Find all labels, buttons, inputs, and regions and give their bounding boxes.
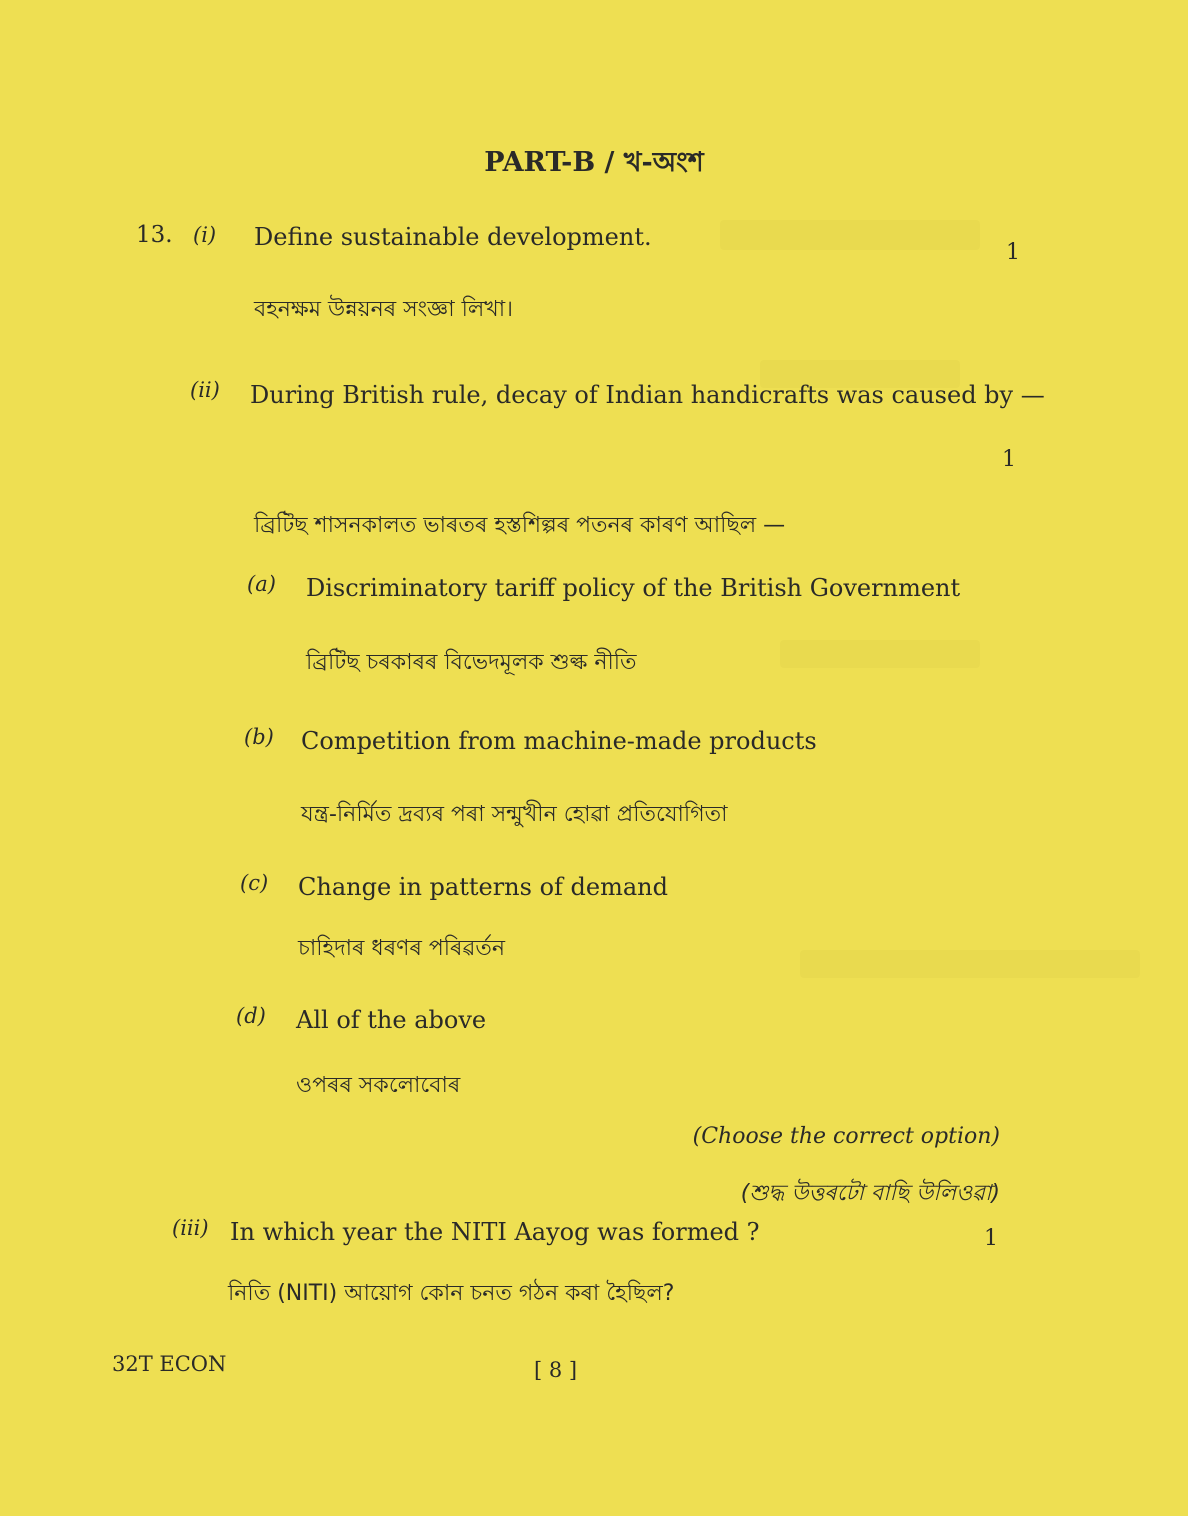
part-label: (i) [193, 223, 217, 247]
part-label: (iii) [172, 1216, 209, 1240]
question-text-en: Define sustainable development. [254, 223, 652, 251]
question-number: 13. [136, 222, 173, 248]
option-text-en: All of the above [296, 1006, 487, 1034]
option-text-en: Change in patterns of demand [298, 873, 668, 901]
question-text-as: ব্ৰিটিছ শাসনকালত ভাৰতৰ হস্তশিল্পৰ পতনৰ কাৰণ আছিল — [254, 513, 786, 538]
option-text-as: ব্ৰিটিছ চৰকাৰৰ বিভেদমূলক শুল্ক নীতি [306, 650, 637, 675]
marks: 1 [1006, 240, 1020, 265]
paper-code: 32T ECON [112, 1352, 227, 1376]
show-through [780, 640, 980, 668]
instruction-as: (শুদ্ধ উত্তৰটো বাছি উলিওৱা) [740, 1181, 1000, 1206]
option-text-as: যন্ত্ৰ-নিৰ্মিত দ্ৰব্যৰ পৰা সন্মুখীন হোৱা প্ৰতিযোগিতা [301, 802, 728, 827]
instruction-en: (Choose the correct option) [692, 1124, 1000, 1149]
show-through [720, 220, 980, 250]
option-label: (c) [240, 871, 269, 895]
question-text-as: নিতি (NITI) আয়োগ কোন চনত গঠন কৰা হৈছিল? [228, 1281, 675, 1306]
option-label: (d) [236, 1004, 266, 1028]
question-text-en: In which year the NITI Aayog was formed ? [230, 1218, 760, 1246]
option-text-as: ওপৰৰ সকলোবোৰ [296, 1073, 461, 1098]
option-text-as: চাহিদাৰ ধৰণৰ পৰিৱৰ্তন [298, 936, 505, 961]
page-title: PART-B / খ-অংশ [484, 147, 704, 178]
question-text-as: বহনক্ষম উন্নয়নৰ সংজ্ঞা লিখা। [254, 297, 513, 322]
marks: 1 [984, 1226, 998, 1251]
page-number: [ 8 ] [534, 1358, 578, 1382]
part-label: (ii) [190, 378, 220, 402]
option-text-en: Discriminatory tariff policy of the British Government [306, 574, 961, 602]
option-label: (b) [244, 725, 274, 749]
marks: 1 [1002, 447, 1016, 472]
show-through [800, 950, 1140, 978]
option-text-en: Competition from machine-made products [301, 727, 817, 755]
question-text-en: During British rule, decay of Indian handicrafts was caused by — [250, 381, 1045, 409]
option-label: (a) [247, 572, 276, 596]
